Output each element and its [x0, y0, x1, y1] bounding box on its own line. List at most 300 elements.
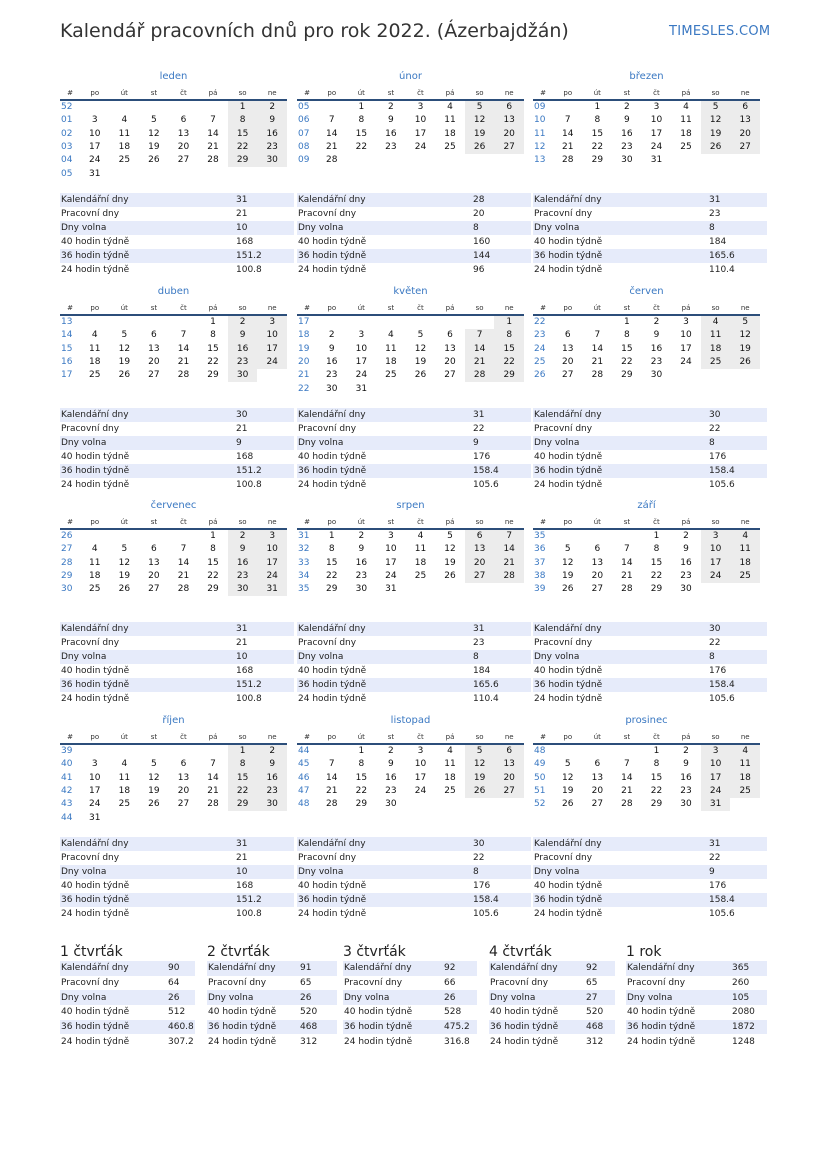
day-cell: 4	[730, 529, 760, 543]
day-cell: 20	[148, 571, 160, 582]
week-row	[60, 785, 287, 798]
empty-cell	[169, 167, 199, 180]
stat-label: 40 hodin týdně	[490, 1007, 559, 1018]
day-cell: 8	[358, 115, 365, 126]
week-number: 49	[534, 759, 546, 770]
stat-value: 10	[235, 865, 294, 879]
weekday-header: út	[110, 515, 140, 529]
stat-value: 312	[300, 1036, 318, 1047]
day-cell: 1	[358, 102, 365, 113]
stat-label: 36 hodin týdně	[297, 678, 472, 692]
stats-row	[533, 422, 767, 436]
stat-label: Dny volna	[297, 865, 472, 879]
stat-value: 22	[709, 638, 721, 648]
day-cell: 4	[701, 315, 731, 329]
stat-label: 24 hodin týdně	[490, 1036, 559, 1047]
stats-row	[533, 851, 767, 865]
week-row	[60, 557, 287, 570]
day-cell: 17	[414, 128, 427, 139]
day-cell: 30	[228, 583, 258, 596]
month-calendar	[297, 499, 524, 596]
weekday-header: st	[139, 301, 169, 315]
day-cell: 27	[177, 155, 190, 166]
stat-label: Pracovní dny	[61, 853, 120, 863]
stat-value: 520	[586, 1007, 604, 1018]
stat-value: 468	[299, 1020, 337, 1035]
day-cell: 8	[328, 544, 335, 555]
stats-row	[297, 408, 531, 422]
stats-row	[533, 193, 767, 207]
week-row	[533, 543, 760, 556]
empty-cell	[228, 811, 258, 824]
day-cell: 21	[326, 786, 338, 797]
week-row	[297, 100, 524, 114]
stat-value: 31	[235, 622, 294, 636]
day-cell: 5	[465, 744, 495, 758]
stats-row	[489, 1005, 615, 1020]
day-cell: 26	[701, 141, 731, 154]
weekday-header: st	[612, 515, 642, 529]
day-cell: 17	[89, 786, 101, 797]
stats-row	[297, 636, 531, 650]
day-cell: 6	[594, 544, 601, 555]
month-grid	[60, 301, 287, 382]
week-row	[60, 369, 287, 382]
day-cell: 9	[388, 759, 394, 770]
day-cell: 9	[358, 544, 365, 555]
day-cell: 27	[591, 584, 604, 595]
stats-row	[533, 692, 767, 706]
day-cell: 6	[564, 330, 571, 341]
day-cell: 17	[680, 343, 692, 354]
weekday-header: so	[228, 730, 258, 744]
day-cell: 10	[89, 772, 101, 783]
week-number: 16	[61, 357, 73, 368]
stat-label: Pracovní dny	[61, 209, 120, 219]
day-cell: 20	[591, 571, 604, 582]
week-row	[297, 785, 524, 798]
empty-cell	[465, 798, 495, 811]
day-cell: 27	[494, 141, 524, 154]
empty-cell	[139, 744, 169, 758]
month-calendar	[60, 714, 287, 825]
stat-label: 40 hodin týdně	[61, 881, 130, 891]
day-cell: 25	[414, 571, 427, 582]
day-cell: 26	[562, 799, 574, 810]
empty-cell	[553, 744, 583, 758]
week-row	[533, 114, 760, 127]
stats-table	[533, 408, 767, 492]
stat-label: 24 hodin týdně	[534, 265, 603, 275]
day-cell: 14	[177, 343, 190, 354]
day-cell: 6	[594, 759, 601, 770]
day-cell: 28	[326, 799, 338, 810]
day-cell: 21	[326, 142, 338, 153]
stat-value: 312	[586, 1036, 604, 1047]
day-cell: 26	[465, 785, 495, 798]
day-cell: 28	[465, 369, 495, 382]
empty-cell	[257, 167, 287, 180]
month-name: říjen	[162, 715, 185, 726]
stats-row	[533, 221, 767, 235]
weekday-header: ne	[257, 515, 287, 529]
day-cell: 12	[148, 772, 160, 783]
brand-link[interactable]: TIMESLES.COM	[669, 24, 771, 39]
day-cell: 19	[465, 128, 495, 141]
weekday-header: út	[347, 86, 377, 100]
weekday-header: st	[612, 86, 642, 100]
day-cell: 16	[621, 128, 633, 139]
stats-row	[60, 1020, 195, 1035]
stats-row	[297, 650, 531, 664]
day-cell: 16	[326, 357, 338, 368]
week-number: 07	[298, 128, 310, 139]
week-row	[297, 315, 524, 329]
empty-cell	[80, 529, 110, 543]
stat-label: Pracovní dny	[208, 978, 267, 989]
day-cell: 20	[730, 128, 760, 141]
day-cell: 9	[624, 115, 630, 126]
day-cell: 5	[417, 330, 424, 341]
week-row	[297, 114, 524, 127]
day-cell: 23	[680, 786, 692, 797]
empty-cell	[494, 382, 524, 395]
day-cell: 17	[257, 557, 287, 570]
stats-table	[533, 837, 767, 921]
empty-cell	[80, 744, 110, 758]
week-number: 12	[534, 142, 546, 153]
week-row	[533, 128, 760, 141]
day-cell: 1	[653, 531, 660, 542]
weekday-header: #	[60, 730, 80, 744]
stat-label: 36 hodin týdně	[297, 464, 472, 478]
stat-label: Pracovní dny	[61, 424, 120, 434]
day-cell: 3	[257, 315, 287, 329]
stats-row	[297, 865, 531, 879]
week-row	[60, 100, 287, 114]
day-cell: 2	[683, 746, 689, 757]
weekday-header-row	[60, 301, 287, 315]
day-cell: 16	[228, 343, 258, 356]
stats-row	[297, 207, 531, 221]
day-cell: 26	[148, 155, 160, 166]
stat-value: 92	[443, 961, 477, 976]
empty-cell	[435, 315, 465, 329]
stat-label: Dny volna	[60, 865, 235, 879]
week-number: 28	[61, 557, 73, 568]
day-cell: 3	[701, 744, 731, 758]
day-cell: 16	[680, 557, 692, 568]
stat-label: Pracovní dny	[490, 978, 549, 989]
stat-label: 40 hodin týdně	[61, 452, 130, 462]
week-number: 35	[534, 531, 546, 542]
day-cell: 10	[385, 544, 397, 555]
day-cell: 16	[355, 557, 368, 568]
empty-cell	[347, 154, 377, 167]
day-cell: 24	[701, 570, 731, 583]
day-cell: 29	[355, 799, 368, 810]
week-number: 05	[298, 102, 310, 113]
weekday-header: po	[317, 730, 347, 744]
day-cell: 28	[562, 155, 574, 166]
stat-value: 176	[473, 881, 491, 891]
day-cell: 10	[414, 115, 427, 126]
week-row	[297, 543, 524, 556]
stat-label: 24 hodin týdně	[298, 694, 367, 704]
day-cell: 6	[447, 330, 453, 341]
weekday-header: #	[533, 515, 553, 529]
weekday-header: so	[701, 515, 731, 529]
weekday-header: #	[297, 730, 317, 744]
stat-value: 100.8	[236, 480, 262, 490]
stat-label: Dny volna	[533, 221, 708, 235]
stats-row	[207, 1020, 337, 1035]
day-cell: 23	[257, 141, 287, 154]
day-cell: 11	[730, 758, 760, 771]
day-cell: 20	[465, 557, 495, 570]
day-cell: 24	[257, 356, 287, 369]
day-cell: 7	[564, 115, 571, 126]
day-cell: 13	[177, 128, 190, 139]
month-calendar	[60, 499, 287, 596]
weekday-header: so	[465, 86, 495, 100]
month-name: leden	[159, 71, 188, 82]
day-cell: 11	[118, 772, 131, 783]
day-cell: 12	[730, 329, 760, 342]
stat-label: 24 hodin týdně	[534, 480, 603, 490]
day-cell: 25	[680, 142, 692, 153]
stat-label: Kalendářní dny	[207, 961, 299, 976]
day-cell: 12	[562, 557, 574, 568]
weekday-header-row	[297, 301, 524, 315]
week-number: 13	[534, 155, 546, 166]
stat-value: 105.6	[709, 694, 735, 704]
stat-label: Kalendářní dny	[533, 408, 708, 422]
empty-cell	[110, 100, 140, 114]
day-cell: 15	[355, 128, 368, 139]
week-row	[533, 329, 760, 342]
week-row	[297, 356, 524, 369]
day-cell: 2	[388, 102, 394, 113]
stat-label: Pracovní dny	[344, 978, 403, 989]
stat-label: 40 hodin týdně	[298, 237, 367, 247]
weekday-header: ne	[257, 301, 287, 315]
day-cell: 19	[562, 571, 574, 582]
stat-value: 168	[236, 237, 254, 247]
day-cell: 24	[680, 357, 692, 368]
stat-label: Pracovní dny	[534, 209, 593, 219]
weekday-header: ne	[494, 86, 524, 100]
day-cell: 12	[148, 128, 160, 139]
day-cell: 22	[207, 357, 219, 368]
month-grid	[60, 515, 287, 596]
day-cell: 12	[118, 557, 131, 568]
stat-value: 31	[708, 837, 767, 851]
day-cell: 2	[358, 531, 365, 542]
stat-value: 9	[472, 436, 531, 450]
day-cell: 7	[328, 115, 335, 126]
day-cell: 28	[177, 584, 190, 595]
day-cell: 3	[91, 759, 98, 770]
stat-label: Dny volna	[533, 650, 708, 664]
day-cell: 11	[385, 343, 397, 354]
week-number: 39	[61, 746, 73, 757]
day-cell: 13	[591, 557, 604, 568]
stat-label: 36 hodin týdně	[533, 464, 708, 478]
day-cell: 10	[414, 759, 427, 770]
empty-cell	[110, 744, 140, 758]
stats-row	[533, 464, 767, 478]
day-cell: 6	[465, 529, 495, 543]
stats-row	[626, 961, 767, 976]
empty-cell	[110, 529, 140, 543]
day-cell: 28	[621, 584, 633, 595]
empty-cell	[376, 154, 406, 167]
day-cell: 5	[465, 100, 495, 114]
day-cell: 7	[180, 544, 187, 555]
day-cell: 31	[701, 798, 731, 811]
month-grid	[533, 730, 760, 811]
day-cell: 25	[118, 799, 131, 810]
day-cell: 21	[465, 356, 495, 369]
week-row	[297, 557, 524, 570]
stat-value: 30	[472, 837, 531, 851]
stats-table	[60, 193, 294, 277]
stat-value: 260	[732, 978, 750, 989]
day-cell: 22	[228, 141, 258, 154]
week-number: 47	[298, 786, 310, 797]
stats-row	[60, 436, 294, 450]
day-cell: 6	[180, 115, 187, 126]
stat-value: 26	[167, 990, 195, 1005]
weekday-header: st	[139, 515, 169, 529]
week-row	[533, 356, 760, 369]
empty-cell	[169, 744, 199, 758]
day-cell: 21	[207, 142, 219, 153]
stat-value: 8	[708, 650, 767, 664]
day-cell: 15	[207, 343, 219, 354]
day-cell: 18	[89, 357, 101, 368]
stats-row	[533, 678, 767, 692]
day-cell: 25	[444, 786, 456, 797]
stat-value: 105.6	[473, 909, 499, 919]
empty-cell	[730, 583, 760, 596]
weekday-header: so	[228, 86, 258, 100]
day-cell: 18	[444, 772, 456, 783]
stats-row	[60, 678, 294, 692]
day-cell: 22	[326, 571, 338, 582]
stat-label: Kalendářní dny	[489, 961, 585, 976]
stats-row	[60, 408, 294, 422]
day-cell: 28	[207, 799, 219, 810]
day-cell: 29	[228, 154, 258, 167]
week-number: 32	[298, 544, 310, 555]
empty-cell	[465, 315, 495, 329]
day-cell: 24	[650, 142, 663, 153]
empty-cell	[317, 100, 347, 114]
stats-row	[533, 249, 767, 263]
stat-value: 31	[708, 193, 767, 207]
weekday-header: čt	[169, 86, 199, 100]
stats-row	[60, 1034, 195, 1049]
stat-value: 66	[444, 978, 456, 989]
quarter-table	[343, 961, 477, 1049]
day-cell: 23	[385, 142, 397, 153]
stats-row	[533, 664, 767, 678]
stat-value: 105	[731, 990, 767, 1005]
stat-label: Dny volna	[297, 436, 472, 450]
stat-value: 158.4	[708, 464, 767, 478]
stat-value: 21	[236, 853, 248, 863]
stat-value: 184	[709, 237, 727, 247]
stat-label: 24 hodin týdně	[344, 1036, 413, 1047]
day-cell: 19	[562, 786, 574, 797]
weekday-header: so	[228, 515, 258, 529]
day-cell: 28	[621, 799, 633, 810]
empty-cell	[198, 744, 228, 758]
week-row	[297, 570, 524, 583]
weekday-header: ne	[730, 730, 760, 744]
weekday-header: ne	[494, 515, 524, 529]
stats-row	[626, 1005, 767, 1020]
stat-value: 158.4	[708, 678, 767, 692]
weekday-header: po	[553, 301, 583, 315]
day-cell: 7	[594, 330, 601, 341]
day-cell: 25	[89, 370, 101, 381]
month-name: únor	[399, 71, 422, 82]
day-cell: 4	[447, 746, 453, 757]
stats-row	[207, 1005, 337, 1020]
week-number: 41	[61, 772, 73, 783]
day-cell: 15	[207, 557, 219, 568]
empty-cell	[80, 315, 110, 329]
weekday-header: so	[465, 301, 495, 315]
day-cell: 8	[653, 759, 660, 770]
empty-cell	[406, 583, 436, 596]
stats-row	[343, 1020, 477, 1035]
month-calendar	[533, 499, 760, 596]
week-row	[297, 382, 524, 395]
stats-table	[297, 193, 531, 277]
stat-label: 36 hodin týdně	[533, 678, 708, 692]
week-row	[533, 315, 760, 329]
week-row	[60, 583, 287, 596]
stat-value: 158.4	[708, 893, 767, 907]
stat-label: 36 hodin týdně	[533, 249, 708, 263]
day-cell: 1	[494, 315, 524, 329]
stat-value: 65	[586, 978, 598, 989]
empty-cell	[169, 811, 199, 824]
weekday-header: po	[553, 86, 583, 100]
week-row	[60, 343, 287, 356]
day-cell: 3	[417, 102, 424, 113]
month-calendar	[60, 285, 287, 382]
day-cell: 19	[118, 357, 131, 368]
weekday-header: st	[612, 730, 642, 744]
month-grid	[533, 86, 760, 167]
quarter-table	[60, 961, 195, 1049]
stat-label: 36 hodin týdně	[297, 249, 472, 263]
week-number: 09	[298, 155, 310, 166]
week-number: 46	[298, 772, 310, 783]
stat-value: 110.4	[473, 694, 499, 704]
day-cell: 18	[444, 128, 456, 139]
empty-cell	[494, 154, 524, 167]
week-row	[533, 343, 760, 356]
month-grid	[297, 301, 524, 396]
weekday-header-row	[533, 86, 760, 100]
week-number: 27	[61, 544, 73, 555]
